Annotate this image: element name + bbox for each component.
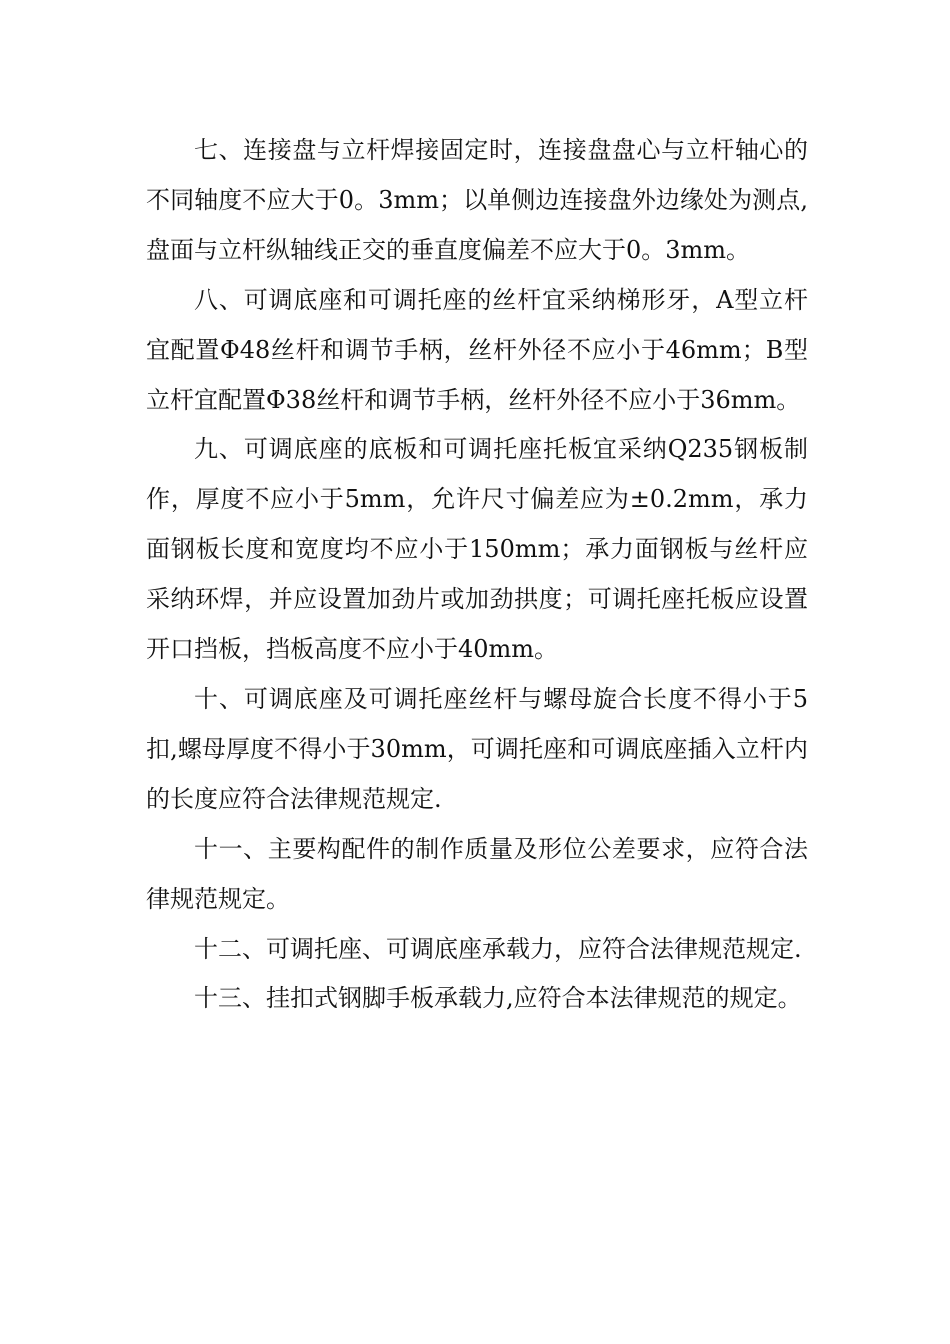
document-body	[146, 126, 808, 1024]
paragraph-7: 七、连接盘与立杆焊接固定时，连接盘盘心与立杆轴心的不同轴度不应大于0。3mm；以单侧边连接盘外边缘处为测点,盘面与立杆纵轴线正交的垂直度偏差不应大于0。3mm。	[146, 136, 808, 264]
paragraph-10: 十、可调底座及可调托座丝杆与螺母旋合长度不得小于5扣,螺母厚度不得小于30mm，可调托座和可调底座插入立杆内的长度应符合法律规范规定.	[146, 684, 808, 813]
paragraph-13: 十三、挂扣式钢脚手板承载力,应符合本法律规范的规定。	[194, 984, 802, 1013]
paragraph-11: 十一、主要构配件的制作质量及形位公差要求，应符合法律规范规定。	[146, 834, 808, 913]
paragraph-12: 十二、可调托座、可调底座承载力，应符合法律规范规定.	[194, 934, 802, 963]
paragraph-8: 八、可调底座和可调托座的丝杆宜采纳梯形牙，A型立杆宜配置Φ48丝杆和调节手柄，丝杆外径不应小于46mm；B型立杆宜配置Φ38丝杆和调节手柄，丝杆外径不应小于36mm。	[146, 285, 808, 414]
paragraph-9: 九、可调底座的底板和可调托座托板宜采纳Q235钢板制作，厚度不应小于5mm，允许尺寸偏差应为±0.2mm，承力面钢板长度和宽度均不应小于150mm；承力面钢板与丝杆应采纳环焊，并应设置加劲片或加劲拱度；可调托座托板应设置开口挡板，挡板高度不应小于40mm。	[146, 435, 808, 664]
